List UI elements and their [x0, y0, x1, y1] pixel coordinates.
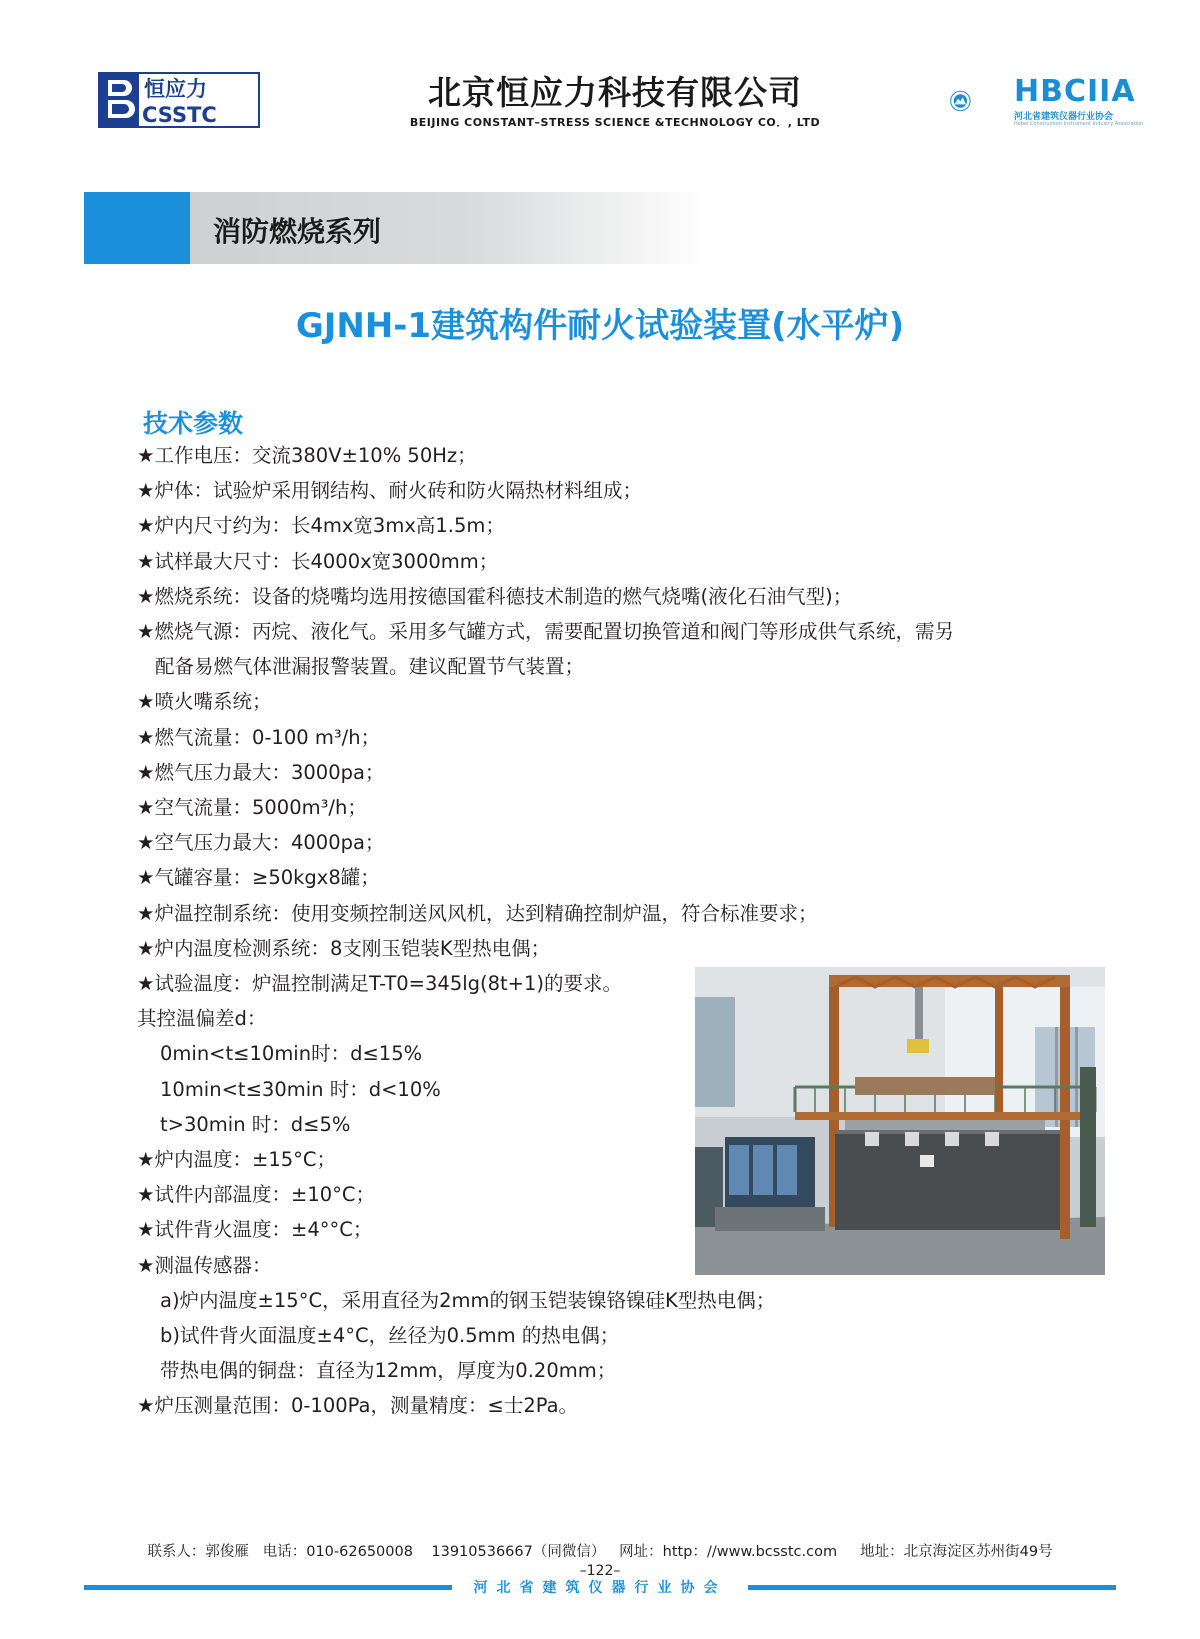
footer-rule-left [84, 1585, 452, 1590]
spec-item: ★燃气流量：0-100 m³/h； [137, 725, 381, 749]
spec-item: ★喷火嘴系统； [137, 690, 272, 714]
equipment-photo [695, 967, 1105, 1275]
footer-association: 河北省建筑仪器行业协会 [473, 1580, 727, 1596]
specs-list [137, 438, 1077, 1424]
spec-item: ★空气流量：5000m³/h； [137, 796, 367, 820]
product-title: GJNH-1建筑构件耐火试验装置(水平炉) [295, 306, 905, 346]
spec-item: t>30min 时：d≤5% [160, 1112, 351, 1136]
section-banner-title: 消防燃烧系列 [213, 215, 382, 248]
spec-item: ★工作电压：交流380V±10% 50Hz； [137, 444, 477, 467]
association-seal-icon [950, 70, 1012, 132]
spec-item: ★试验温度：炉温控制满足T-T0=345lg(8t+1)的要求。 [137, 972, 623, 996]
banner-accent [84, 192, 190, 264]
company-name-en: BEIJING CONSTANT–STRESS SCIENCE &TECHNOLOGY CO．, LTD [409, 116, 821, 129]
spec-item: ★炉内温度：±15°C； [137, 1148, 336, 1172]
spec-item: 带热电偶的铜盘：直径为12mm，厚度为0.20mm； [160, 1359, 617, 1383]
spec-item: ★气罐容量：≥50kgx8罐； [137, 866, 380, 890]
csstc-logo [98, 72, 260, 128]
spec-item: 0min<t≤10min时：d≤15% [160, 1042, 423, 1066]
spec-item: ★试件内部温度：±10°C； [137, 1183, 375, 1207]
spec-item: ★试件背火温度：±4°°C； [137, 1218, 373, 1242]
spec-item: ★试样最大尺寸：长4000x宽3000mm； [137, 549, 499, 573]
footer-contact: 联系人：郭俊雁 电话：010-62650008 13910536667（同微信） 网址：http：//www.bcsstc.com 地址：北京海淀区苏州街49号 [147, 1544, 1053, 1560]
association-logo-text: HBCIIA [1014, 74, 1136, 109]
spec-item: ★燃气压力最大：3000pa； [137, 760, 385, 784]
specs-heading: 技术参数 [143, 409, 244, 438]
spec-item: a)炉内温度±15°C，采用直径为2mm的钢玉铠装镍铬镍硅K型热电偶； [160, 1288, 776, 1312]
page-number: –122– [579, 1563, 621, 1579]
spec-item: ★燃烧气源：丙烷、液化气。采用多气罐方式，需要配置切换管道和阀门等形成供气系统，需另 [137, 620, 954, 644]
company-name-cn: 北京恒应力科技有限公司 [428, 73, 802, 112]
spec-item: ★测温传感器： [137, 1253, 272, 1277]
association-logo-sub: 河北省建筑仪器行业协会 [1014, 112, 1114, 122]
spec-item: 10min<t≤30min 时：d<10% [160, 1077, 441, 1101]
spec-item: ★空气压力最大：4000pa； [137, 831, 385, 855]
spec-item: b)试件背火面温度±4°C，丝径为0.5mm 的热电偶； [160, 1324, 620, 1348]
spec-item: 其控温偏差d： [137, 1007, 267, 1031]
spec-item: ★炉内尺寸约为：长4mx宽3mx高1.5m； [137, 514, 505, 538]
footer-rule-right [748, 1585, 1116, 1590]
spec-item: 配备易燃气体泄漏报警装置。建议配置节气装置； [155, 655, 585, 679]
spec-item: ★炉体：试验炉采用钢结构、耐火砖和防火隔热材料组成； [137, 479, 642, 503]
spec-item: ★燃烧系统：设备的烧嘴均选用按德国霍科德技术制造的燃气烧嘴(液化石油气型)； [137, 584, 853, 608]
spec-item: ★炉温控制系统：使用变频控制送风风机，达到精确控制炉温，符合标准要求； [137, 901, 818, 925]
csstc-logo-en: CSSTC [142, 103, 217, 127]
company-name [380, 72, 850, 130]
spec-item: ★炉内温度检测系统：8支刚玉铠装K型热电偶； [137, 936, 551, 960]
association-logo-sub-en: Hebei Construction Instrument Industry Association [1014, 121, 1144, 127]
csstc-logo-cn: 恒应力 [144, 77, 207, 101]
spec-item: ★炉压测量范围：0-100Pa，测量精度：≤士2Pa。 [137, 1394, 579, 1418]
